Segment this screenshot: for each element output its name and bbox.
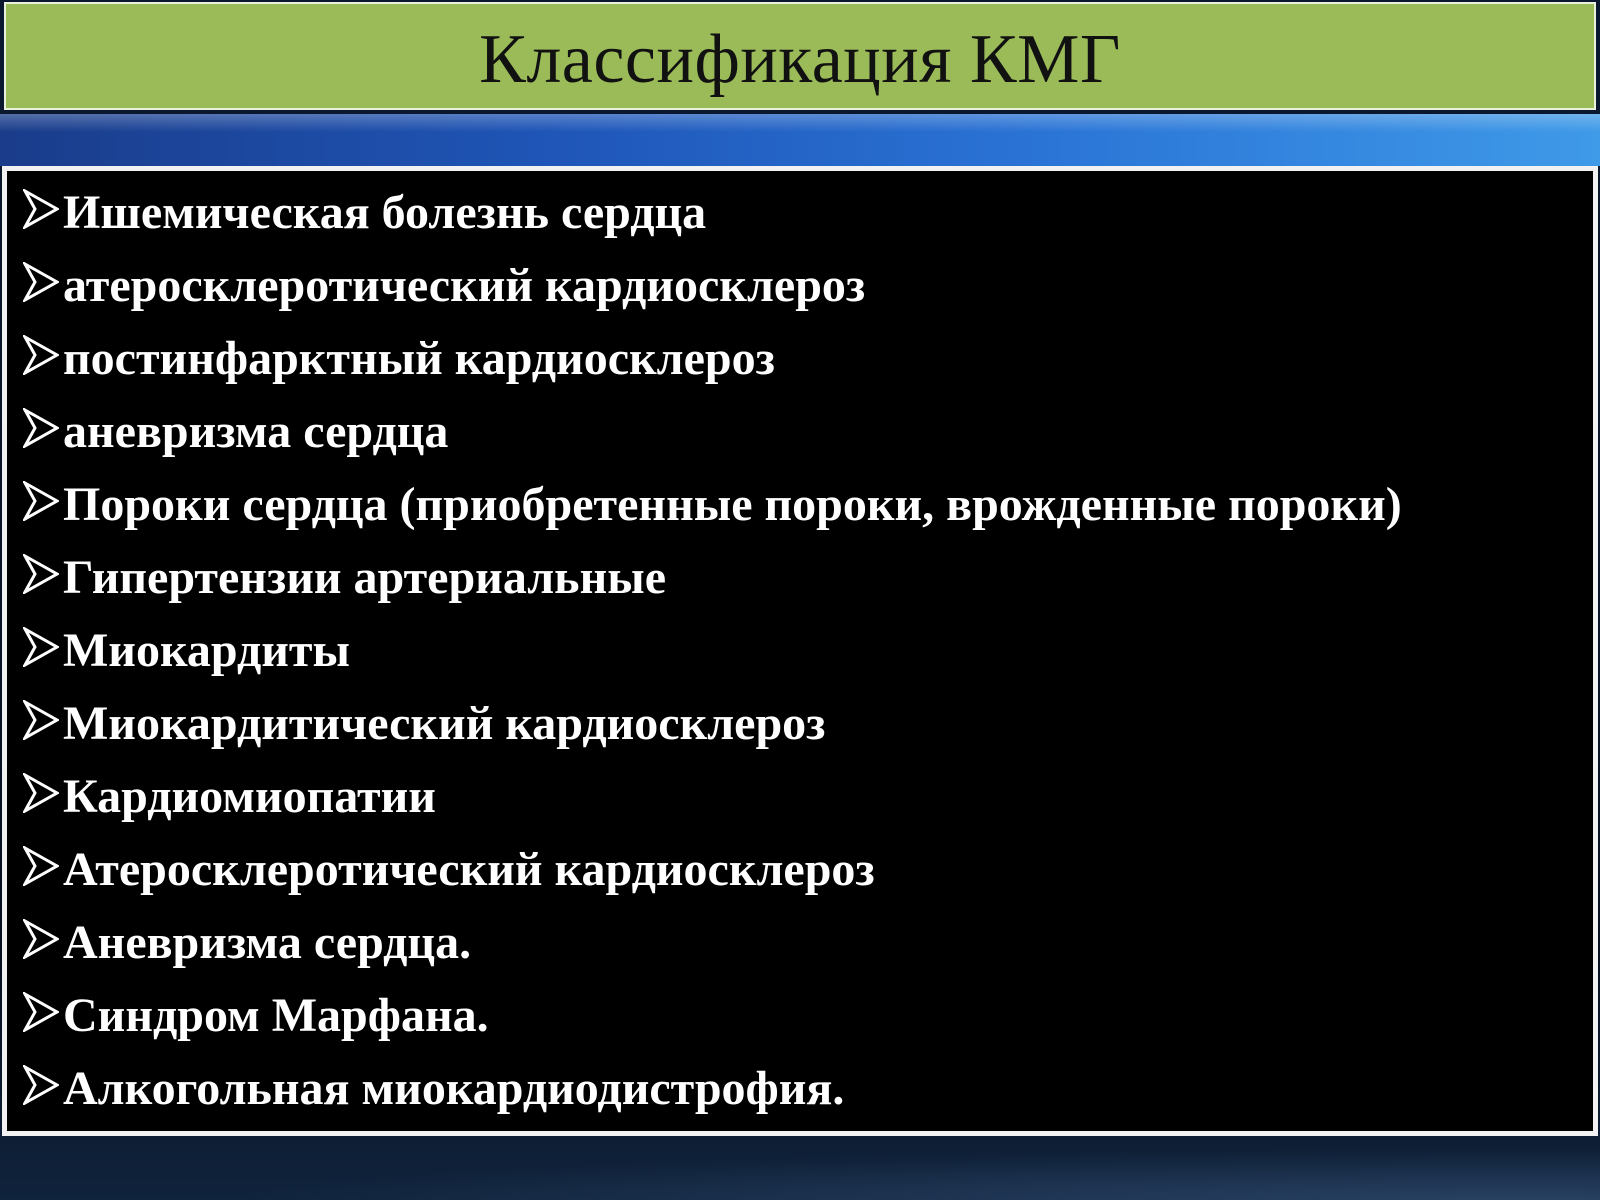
list-item-text: Алкогольная миокардиодистрофия. bbox=[63, 1062, 845, 1115]
list-item bbox=[23, 475, 1593, 548]
arrowhead-bullet-icon bbox=[23, 1065, 63, 1105]
arrowhead-bullet-icon bbox=[23, 554, 63, 594]
bottom-background bbox=[0, 1140, 1600, 1200]
list-item bbox=[23, 840, 1593, 913]
decorative-band bbox=[0, 114, 1600, 166]
list-item-text: Гипертензии артериальные bbox=[63, 551, 666, 604]
content-box bbox=[2, 166, 1598, 1136]
list-item bbox=[23, 694, 1593, 767]
list-item-text: Миокардитический кардиосклероз bbox=[63, 697, 826, 750]
arrowhead-bullet-icon bbox=[23, 919, 63, 959]
list-item bbox=[23, 256, 1593, 329]
list-item bbox=[23, 548, 1593, 621]
classification-list bbox=[7, 171, 1593, 1132]
arrowhead-bullet-icon bbox=[23, 408, 63, 448]
arrowhead-bullet-icon bbox=[23, 262, 63, 302]
list-item bbox=[23, 183, 1593, 256]
list-item-text: аневризма сердца bbox=[63, 405, 449, 458]
list-item bbox=[23, 402, 1593, 475]
list-item-text: Пороки сердца (приобретенные пороки, врожденные пороки) bbox=[63, 478, 1402, 531]
arrowhead-bullet-icon bbox=[23, 335, 63, 375]
list-item bbox=[23, 767, 1593, 840]
arrowhead-bullet-icon bbox=[23, 773, 63, 813]
list-item-text: Кардиомиопатии bbox=[63, 770, 436, 823]
list-item-text: Ишемическая болезнь сердца bbox=[63, 186, 707, 239]
arrowhead-bullet-icon bbox=[23, 846, 63, 886]
list-item-text: атеросклеротический кардиосклероз bbox=[63, 259, 866, 312]
list-item bbox=[23, 913, 1593, 986]
list-item-text: постинфарктный кардиосклероз bbox=[63, 332, 775, 385]
slide-title: Классификация КМГ bbox=[479, 21, 1121, 98]
arrowhead-bullet-icon bbox=[23, 481, 63, 521]
list-item-text: Миокардиты bbox=[63, 624, 350, 677]
list-item bbox=[23, 329, 1593, 402]
list-item bbox=[23, 986, 1593, 1059]
arrowhead-bullet-icon bbox=[23, 700, 63, 740]
title-bar bbox=[4, 2, 1596, 110]
list-item bbox=[23, 621, 1593, 694]
list-item bbox=[23, 1059, 1593, 1132]
list-item-text: Синдром Марфана. bbox=[63, 989, 489, 1042]
arrowhead-bullet-icon bbox=[23, 189, 63, 229]
list-item-text: Атеросклеротический кардиосклероз bbox=[63, 843, 875, 896]
arrowhead-bullet-icon bbox=[23, 992, 63, 1032]
list-item-text: Аневризма сердца. bbox=[63, 916, 472, 969]
arrowhead-bullet-icon bbox=[23, 627, 63, 667]
